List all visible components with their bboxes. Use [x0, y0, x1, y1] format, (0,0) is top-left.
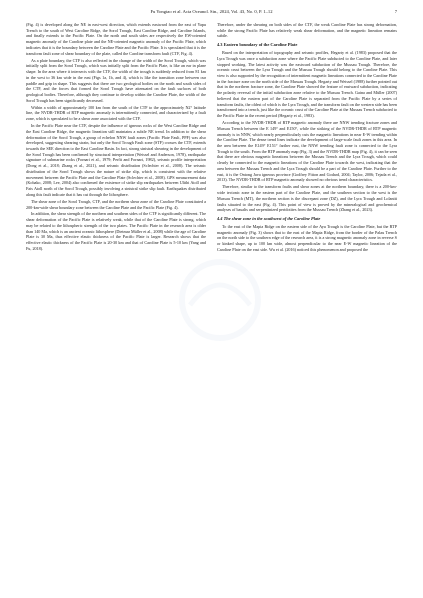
paragraph: To the east of the Mapia Ridge on the eastern side of the Ayu Trough is the Caroline Plate, but the RTP magnetic anomaly (Fig. 3) shows that to the east of the Mapia Ridge, from the border of the Palau Trench on the north side to the southern edge of the research area, it is a strong magnetic anomaly zone in reverse S or kinked shape, up to 100 km wide, almost perpendicular to the near E-W magnetic lineation of the Caroline Plate on the east side. Wu et al. (2016) noticed this phenomenon and proposed the: [217, 223, 397, 252]
page-number: 7: [394, 9, 397, 14]
right-column: [217, 22, 397, 254]
section-heading: 4.3 Eastern boundary of the Caroline Plate: [217, 42, 298, 48]
article-body: [26, 22, 397, 254]
paragraph: Therefore, under the shearing on both sides of the CTF, the weak Caroline Plate has strong deformation, while the strong Pacific Plate has relatively weak shear deformation, and the magnetic lineation remains subtle.: [217, 22, 397, 39]
paragraph: According to the NVDR-THDR of RTP magnetic anomaly there are NNW trending fracture zones and Mussau Trench between the E 149° and E150°, while the striking of the NVDR-THDR of RTP magnetic anomaly is in NNW, which nearly perpendicularly cuts the magnetic lineations in near E-W trending within the Caroline Plate. The dense trend lines indicate the development of large-scale fault zones in this area. In the area between the E149° E151° farther east, the NNW trending fault zone is connected to the Lyra Trough to the south. From the RTP anomaly map (Fig. 3) and the NVDR-THDR map (Fig. 4), it can be seen that there are obvious magnetic lineations between the Mussau Trench and the Lyra Trough, which could clearly be connected to the magnetic lineations of the Caroline Plate towards the west, indicating that the area between the Mussau Trench and the Lyra Trough should be a part of the Caroline Plate. Further to the east, it is the Ontong Java igneous province (Godfrey Fitton and Godard, 2004; Taylor, 2006; Tejada et al., 2013). The NVDR-THDR of RTP magnetic anomaly showed no obvious trend characteristics.: [217, 120, 397, 183]
running-header: [26, 9, 397, 15]
paragraph: In the Pacific Plate near the CTF, despite the influence of igneous rocks of the West Caroline Ridge and the East Caroline Ridge, the magnetic lineation still maintains a subtle NE trend. In addition to the shear deformation of the Sorol Trough, a group of echelon NNW fault zones (Pacific Plate Fault, PPF) was also developed, suggesting shearing strain, but only the Sorol Trough Fault zone (STF) crosses the CTF, extends towards the SEE direction to the East Caroline Basin. In fact, strong sinistral shearing in the development of the Sorol Trough has been confirmed by structural interpretation (Weissel and Anderson, 1978), earthquake signature of submarine rocks (Fornari et al., 1979; Perfit and Fornari, 1982), seismic profile interpretation (Dong et al., 2018; Zhang et al., 2021), and seismic distribution (Sclechter et al., 2008). The seismic distribution of the Sorol Trough shows the nature of strike slip, which is consistent with the relative movement between the Pacific Plate and the Caroline Plate (Sclechter et al., 2008). GPS measurement data (Kobako, 2008; Lee, 2004) also confirmed the existence of strike slip earthquakes between Ulithi Atoll and Fais Atoll north of the Sorol Trough, possibly involving a sinistral strike slip fault. Earthquakes distributed along this fault indicate that it has cut through the lithosphere.: [26, 123, 206, 197]
paragraph: Within a width of approximately 100 km from the south of the CTF to the approximately N2° latitude line, the NVDR-THDR of RTP magnetic anomaly is intermittently connected, and characterized by a fault zone, which is speculated to be a shear zone associated with the CTF.: [26, 104, 206, 122]
left-column: [26, 22, 206, 254]
paragraph: Based on the interpretation of topography and seismic profiles, Hegarty et al. (1983) proposed that the Lyra Trough was once a subduction zone where the Pacific Plate subducted to the Caroline Plate, and later stopped working. The latest activity was the eastward subduction of the Mussau Trough. Therefore, the oceanic crust between the Lyra Trough and the Mussau Trough should belong to the Caroline Plate. This view is also supported by the recognition of intermittent magnetic lineations connected to the Caroline Plate in the fracture zone on the north side of the Mussau Trough. Hegarty and Weissel (1988) further pointed out that in the northern fracture zone, the Caroline Plate showed the feature of eastward subduction, indicating the polarity reversal of the initial subduction zone relative to the Mussau Trench. Gaina and Müller (2007) believed that the eastern part of the Caroline Plate is separated from the Pacific Plate by a series of transform faults, the oldest of which is the Lyra Trough, and the transform fault on the western side has been transformed into a trench, just like the oceanic crust of the Caroline Plate at the Mussau Trench subducted to the Pacific Plate in the recent period (Hegarty et al., 1983).: [217, 50, 397, 119]
paragraph: Therefore, similar to the transform faults and shear zones at the northern boundary, there is a 200-km-wide tectonic zone in the eastern part of the Caroline Plate, and the southern section to the west is the Mussau Trench (MT), the northern section is the discrepant zone (DZ), and the Lyra Trough and Lolaniti faults situated to the east (Fig. 4). This point of view is proved by the mineralogical and geochemical analyses of basalts and serpentinized peridotites from the Mussau Trench (Zhang et al., 2023).: [217, 184, 397, 213]
paragraph: (Fig. 4) is developed along the NE in east-west direction, which extends eastward from the east of Yapu Trench to the south of West Caroline Ridge, the Sorol Trough, East Caroline Ridge, and Caroline Islands, and finally extends to the Pacific Plate. On the north and south sides are respectively the EW-oriented magnetic anomaly of the Caroline plate and the NE-oriented magnetic anomaly of the Pacific Plate, which indicates that it is the boundary between the Caroline Plate and the Pacific Plate. It is speculated that it is the transform fault zone of shear boundary of the plate, called the Caroline transform fault (CTF, Fig. 4).: [26, 22, 206, 56]
watermark-logo: [150, 255, 290, 345]
paragraph: In addition, the shear strength of the northern and southern sides of the CTF is significantly different. The shear deformation of the Pacific Plate is relatively weak, while that of the Caroline Plate is strong, which may be related to the lithospheric strength of the two plates. The Pacific Plate in the research area is older than 140 Ma, which is an ancient oceanic lithosphere (Dietmar Müller et al., 2008) while the age of Caroline Plate is 30 Ma, thus effective elastic thickness of the Pacific Plate is larger. Research shows that the effective elastic thickness of the Pacific Plate is 20-30 km and that of Caroline Plate is 5-10 km (Yang and Fu, 2018).: [26, 211, 206, 251]
journal-citation: Fu Yongtao et al. Acta Oceanol. Sin., 2024, Vol. 43, No. 0, P. 1–12: [150, 9, 273, 14]
paragraph: As a plate boundary, the CTF is also reflected in the change of the width of the Sorol Trough, which was initially split from the Sorol Trough, which was initially split from the Pacific Plate, is like an ear in plane shape. In the area where it intersects with the CTF, the width of the trough is suddenly reduced from 81 km in the west to 36 km wide in the east (Figs 1a, 1b, and 4), which is like the transition zone between our paddle and grip in shape. This suggests that there are two geological bodies on the north and south sides of the CTF, and the forces that formed the Sorol Trough have attenuated on the fault surfaces of both geological bodies. Therefore, although they continue to develop within the Caroline Plate, the width of the Sorol Trough has been significantly decreased.: [26, 57, 206, 103]
section-heading: 4.4 The shear zone in the southwest of the Caroline Plate: [217, 216, 321, 222]
paragraph: The shear zone of the Sorol Trough, CTF, and the northern shear zone of the Caroline Plate constituted a 200-km-wide shear boundary zone between the Caroline Plate and the Pacific Plate (Fig. 4).: [26, 198, 206, 210]
